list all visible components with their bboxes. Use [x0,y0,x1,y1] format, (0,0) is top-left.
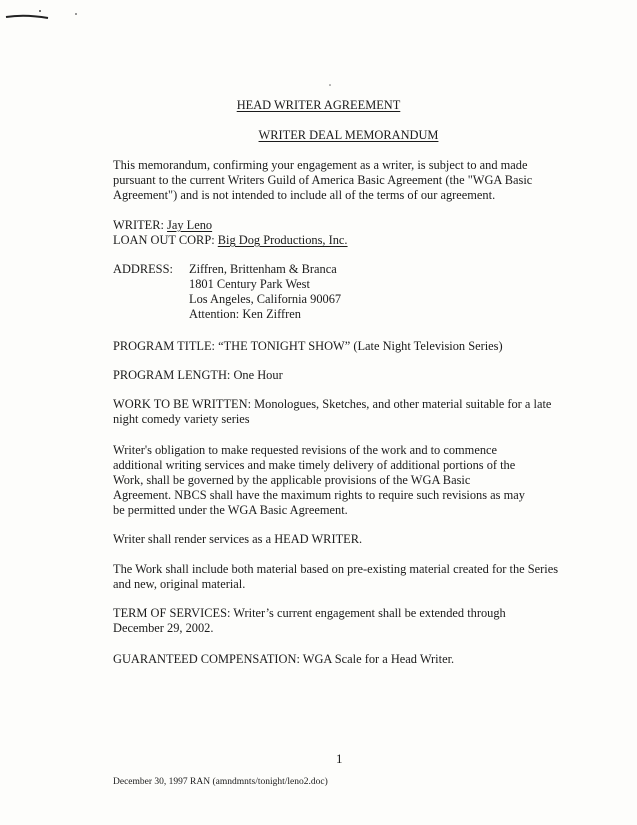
revisions-line-4: Agreement. NBCS shall have the maximum rights to require such revisions as may [113,488,525,502]
address-line-2: 1801 Century Park West [189,277,310,291]
address-line-4: Attention: Ken Ziffren [189,307,301,321]
material-line-1: The Work shall include both material based on pre-existing material created for the Series [113,562,559,576]
program-title-value: “THE TONIGHT SHOW” (Late Night Television Series) [218,339,503,353]
revisions-line-2: additional writing services and make timely delivery of additional portions of the [113,458,516,472]
program-title-field [113,339,503,354]
term-line-1: TERM OF SERVICES: Writer’s current engagement shall be extended through [113,606,506,620]
address-line-1: Ziffren, Brittenham & Branca [189,262,337,276]
loan-out-value: Big Dog Productions, Inc. [217,233,348,247]
document-footer: December 30, 1997 RAN (amndmnts/tonight/leno2.doc) [113,777,328,787]
address-line-3: Los Angeles, California 90067 [189,292,342,306]
work-line-2: night comedy variety series [113,412,250,426]
document-subtitle: WRITER DEAL MEMORANDUM [258,128,439,142]
writer-field [113,218,212,233]
writer-value: Jay Leno [167,218,213,232]
work-line-1: WORK TO BE WRITTEN: Monologues, Sketches, and other material suitable for a late [113,397,552,411]
document-title: HEAD WRITER AGREEMENT [236,98,401,112]
material-line-2: and new, original material. [113,577,246,591]
revisions-line-1: Writer's obligation to make requested revisions of the work and to commence [113,443,498,457]
loan-out-label: LOAN OUT CORP: [113,233,215,247]
program-length-value: One Hour [233,368,283,382]
program-length-field [113,368,283,383]
revisions-line-5: be permitted under the WGA Basic Agreement. [113,503,348,517]
program-title-label: PROGRAM TITLE: [113,339,215,353]
writer-label: WRITER: [113,218,164,232]
page-number: 1 [336,751,343,766]
loan-out-field [113,233,348,248]
program-length-label: PROGRAM LENGTH: [113,368,231,382]
intro-line-3: Agreement") and is not intended to include all of the terms of our agreement. [113,188,496,202]
intro-line-2: pursuant to the current Writers Guild of America Basic Agreement (the "WGA Basic [113,173,533,187]
term-line-2: December 29, 2002. [113,621,214,635]
compensation-clause: GUARANTEED COMPENSATION: WGA Scale for a Head Writer. [113,652,455,666]
revisions-line-3: Work, shall be governed by the applicable provisions of the WGA Basic [113,473,471,487]
intro-line-1: This memorandum, confirming your engagement as a writer, is subject to and made [113,158,528,172]
head-writer-clause: Writer shall render services as a HEAD WRITER. [113,532,363,546]
address-label: ADDRESS: [113,262,173,276]
